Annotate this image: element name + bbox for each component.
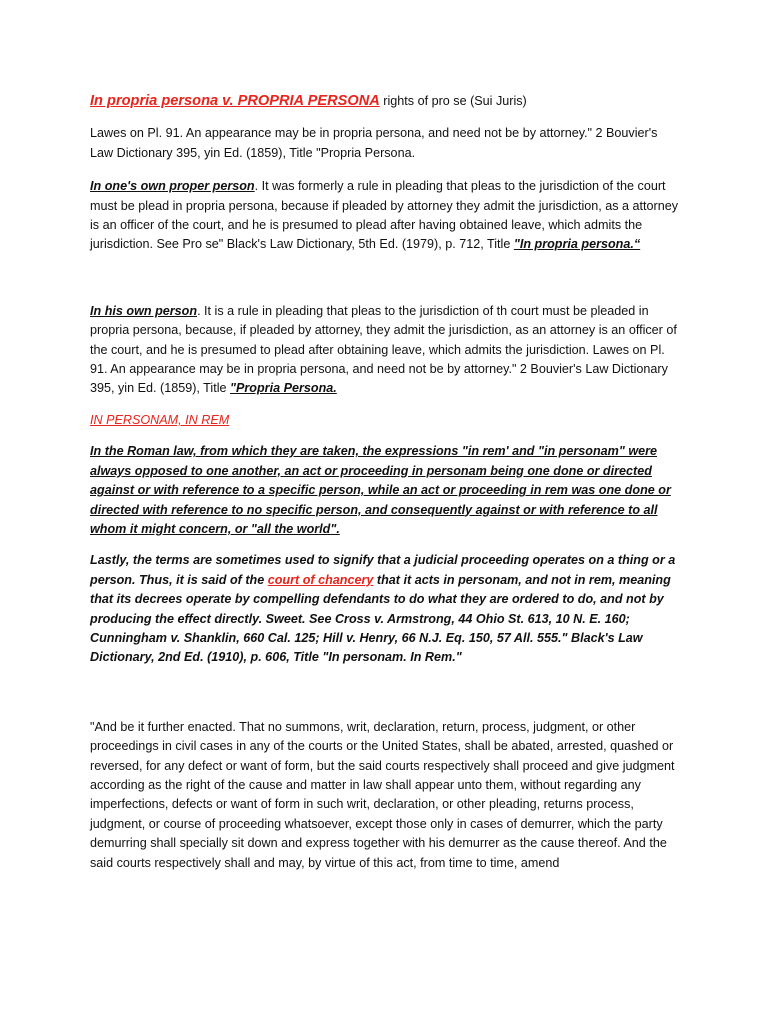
- title-reference-propria-persona: "Propria Persona.: [230, 381, 337, 396]
- paragraph-his-own-person: [90, 302, 682, 399]
- paragraph-own-proper-person: [90, 177, 682, 255]
- paragraph-lastly-pre: Lastly, the terms are sometimes used to signify that a judicial proceeding operates on a thing or a person. Thus, it is said of the: [90, 553, 676, 587]
- document-body: [90, 92, 682, 873]
- paragraph-roman-law: In the Roman law, from which they are taken, the expressions "in rem' and "in personam" were always opposed to one another, an act or proceeding in personam being one done or directed against or with reference to a specific person, while an act or proceeding in rem was one done or directed with reference to no specific person, and consequently against or with reference to all whom it might concern, or "all the world".: [90, 444, 671, 536]
- court-of-chancery-link[interactable]: court of chancery: [267, 572, 374, 587]
- paragraph-lastly: [90, 551, 682, 667]
- term-own-proper-person: In one's own proper person: [90, 179, 255, 194]
- term-his-own-person: In his own person: [90, 303, 198, 318]
- section-heading-in-personam-in-rem: IN PERSONAM, IN REM: [90, 412, 230, 427]
- paragraph-his-own-person-body: . It is a rule in pleading that pleas to the jurisdiction of th court must be pleaded in propria persona, because, if pleaded by attorney, they admit the jurisdiction, as an attorney is an officer of the court, and he is presumed to plead after obtaining leave, which admits the jurisdiction. Lawes on Pl. 91. An appearance may be in propria persona, and need not be by attorney." 2 Bouvier's Law Dictionary 395, yin Ed. (1859), Title: [90, 303, 677, 396]
- title-reference-in-propria-persona: "In propria persona.“: [513, 237, 641, 252]
- paragraph-lastly-post: that it acts in personam, and not in rem, meaning that its decrees operate by compelling defendants to do what they are ordered to do, and not by producing the effect directly. Sweet. See Cross v. Armstrong, 44 Ohio St. 613, 10 N. E. 160; Cunningham v. Shanklin, 660 Cal. 125; Hill v. Henry, 66 N.J. Eq. 150, 57 All. 555." Black's Law Dictionary, 2nd Ed. (1910), p. 606, Title "In personam. In Rem.": [90, 572, 671, 665]
- title-subtitle: rights of pro se (Sui Juris): [379, 94, 527, 108]
- paragraph-own-proper-person-body: . It was formerly a rule in pleading that pleas to the jurisdiction of the court must be plead in propria persona, because if pleaded by attorney they admit the jurisdiction, as a attorney is an officer of the court, and he is presumed to plead after having obtained leave, which admits the jurisdiction. See Pro se" Black's Law Dictionary, 5th Ed. (1979), p. 712, Title: [90, 179, 679, 252]
- paragraph-lawes: Lawes on Pl. 91. An appearance may be in propria persona, and need not be by attorney." 2 Bouvier's Law Dictionary 395, yin Ed. (1859), Title "Propria Persona.: [90, 126, 658, 160]
- document-title: [90, 92, 682, 111]
- title-main: In propria persona v. PROPRIA PERSONA: [90, 93, 380, 109]
- paragraph-enacted: "And be it further enacted. That no summons, writ, declaration, return, process, judgment, or other proceedings in civil cases in any of the courts or the United States, shall be abated, arrested, quashed or reversed, for any defect or want of form, but the said courts respectively shall proceed and give judgment according as the right of the cause and matter in law shall appear unto them, without regarding any imperfections, defects or want of form in such writ, declaration, or other pleading, returns process, judgment, or course of proceeding whatsoever, except those only in cases of demurrer, which the party demurring shall specially sit down and express together with his demurrer as the cause thereof. And the said courts respectively shall and may, by virtue of this act, from time to time, amend: [90, 719, 675, 870]
